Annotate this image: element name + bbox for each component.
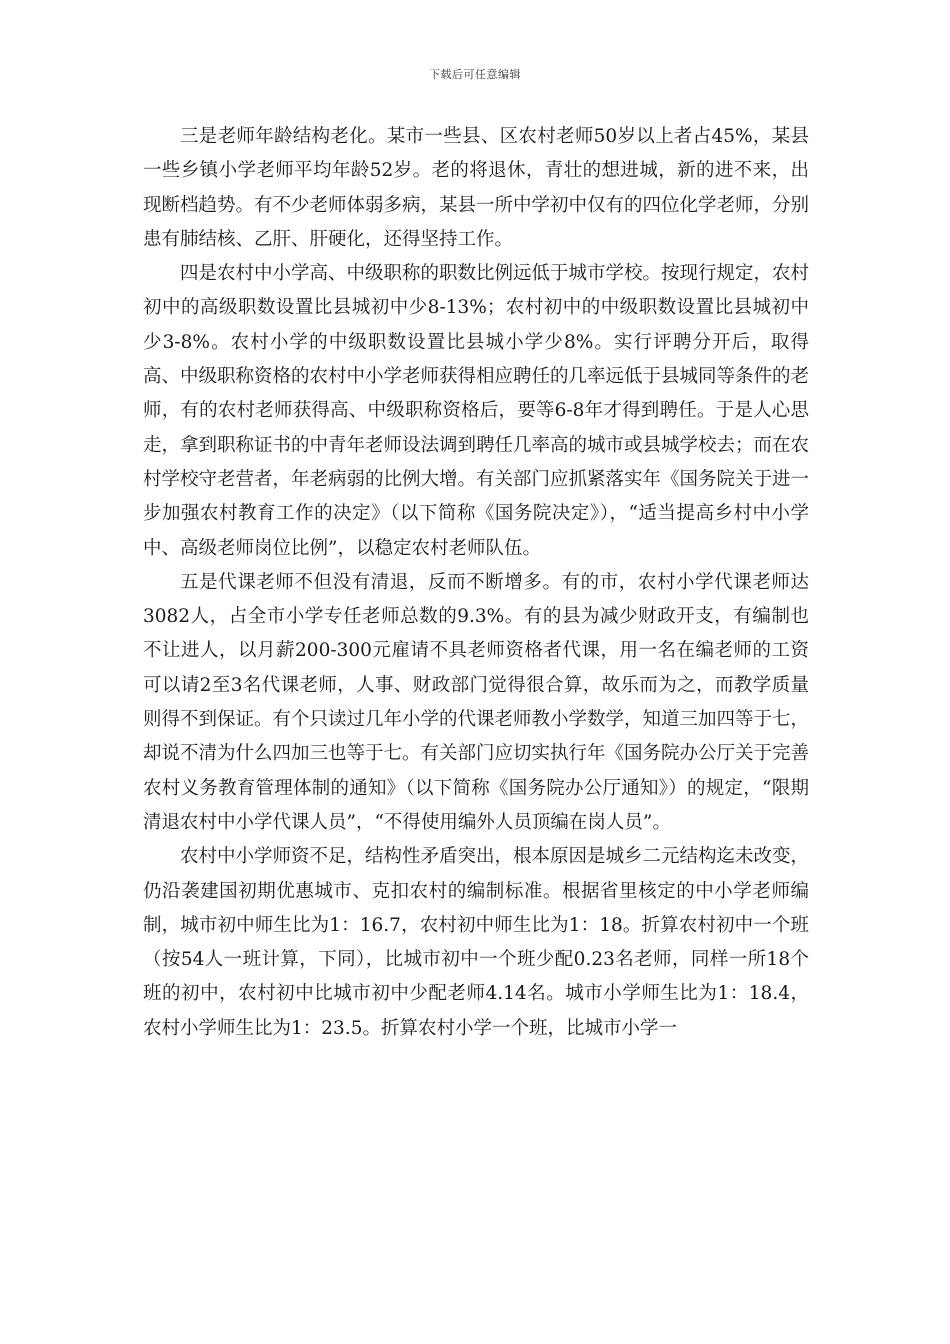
paragraph-substitute-teachers: 五是代课老师不但没有清退，反而不断增多。有的市，农村小学代课老师达3082人，占全市小学专任老师总数的9.3%。有的县为减少财政开支，有编制也不让进人，以月薪200-300元雇请不具老师资格者代课，用一名在编老师的工资可以请2至3名代课老师，人事、财政部门觉得很合算，故乐而为之，而教学质量则得不到保证。有个只读过几年小学的代课老师教小学数学，知道三加四等于七，却说不清为什么四加三也等于七。有关部门应切实执行年《国务院办公厅关于完善农村义务教育管理体制的通知》（以下简称《国务院办公厅通知》）的规定，“限期清退农村中小学代课人员”，“不得使用编外人员顶编在岗人员”。 (143, 571, 810, 833)
document-body (143, 120, 809, 1046)
page-header: 下载后可任意编辑 (429, 68, 521, 81)
paragraph-professional-titles: 四是农村中小学高、中级职称的职数比例远低于城市学校。按现行规定，农村初中的高级职数设置比县城初中少8-13%；农村初中的中级职数设置比县城初中少3-8%。农村小学的中级职数设置比县城小学少8%。实行评聘分开后，取得高、中级职称资格的农村中小学老师获得相应聘任的几率远低于县城同等条件的老师，有的农村老师获得高、中级职称资格后，要等6-8年才得到聘任。于是人心思走，拿到职称证书的中青年老师设法调到聘任几率高的城市或县城学校去；而在农村学校守老营者，年老病弱的比例大增。有关部门应抓紧落实年《国务院关于进一步加强农村教育工作的决定》（以下简称《国务院决定》），“适当提高乡村中小学中、高级老师岗位比例”，以稳定农村老师队伍。 (143, 263, 810, 559)
paragraph-age-structure: 三是老师年龄结构老化。某市一些县、区农村老师50岁以上者占45%，某县一些乡镇小学老师平均年龄52岁。老的将退休，青壮的想进城，新的进不来，出现断档趋势。有不少老师体弱多病，某县一所中学初中仅有的四位化学老师，分别患有肺结核、乙肝、肝硬化，还得坚持工作。 (143, 126, 810, 250)
paragraph-root-cause: 农村中小学师资不足，结构性矛盾突出，根本原因是城乡二元结构迄未改变，仍沿袭建国初期优惠城市、克扣农村的编制标准。根据省里核定的中小学老师编制，城市初中师生比为1：16.7，农村初中师生比为1：18。折算农村初中一个班（按54人一班计算，下同），比城市初中一个班少配0.23名老师，同样一所18个班的初中，农村初中比城市初中少配老师4.14名。城市小学师生比为1：18.4，农村小学师生比为1：23.5。折算农村小学一个班，比城市小学一 (143, 846, 810, 1039)
